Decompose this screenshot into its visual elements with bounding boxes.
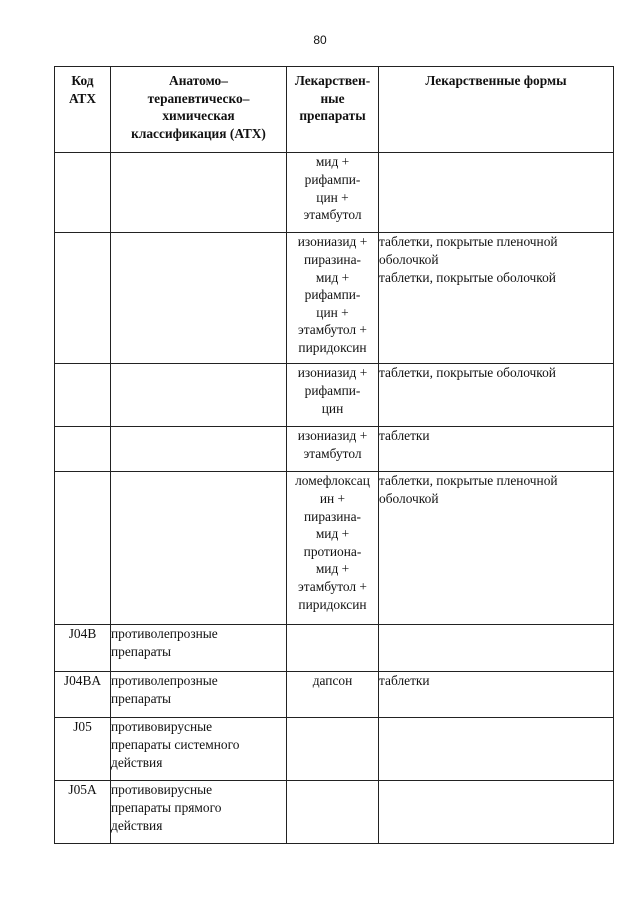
cell-code	[55, 625, 111, 672]
atc-table	[54, 66, 614, 844]
cell-classification-line: препараты	[111, 643, 172, 659]
cell-drug-line: этамбутол +	[298, 322, 367, 338]
table-header-row	[55, 67, 614, 153]
cell-classification-line: противолепрозные	[111, 626, 218, 642]
cell-forms	[379, 427, 614, 472]
cell-code	[55, 153, 111, 233]
cell-drug	[287, 781, 379, 844]
cell-drug	[287, 672, 379, 718]
cell-drug-line: цин	[321, 400, 344, 416]
cell-drug-line: пиразина-	[304, 508, 361, 524]
table-row	[55, 718, 614, 781]
cell-classification-line: действия	[111, 817, 163, 833]
cell-drug-line: изониазид +	[297, 234, 368, 250]
cell-drug-line: рифампи-	[304, 171, 361, 187]
cell-forms-line: оболочкой	[379, 251, 439, 267]
table-row	[55, 781, 614, 844]
cell-classification-line: препараты системного	[111, 736, 240, 752]
cell-drug	[287, 625, 379, 672]
cell-forms	[379, 472, 614, 625]
cell-code-line: J05	[73, 719, 92, 735]
cell-drug	[287, 427, 379, 472]
cell-drug-line: пиридоксин	[298, 596, 367, 612]
cell-forms-line: оболочкой	[379, 490, 439, 506]
header-forms: Лекарственные формы	[379, 67, 614, 153]
cell-code	[55, 672, 111, 718]
cell-forms	[379, 153, 614, 233]
cell-code-line: J04B	[68, 626, 97, 642]
cell-classification-line: препараты	[111, 690, 172, 706]
cell-classification	[111, 781, 287, 844]
cell-drug-line: рифампи-	[304, 382, 361, 398]
table-body	[55, 153, 614, 844]
table-row	[55, 427, 614, 472]
cell-drug-line: мид +	[315, 269, 350, 285]
cell-drug-line: пиридоксин	[298, 339, 367, 355]
cell-drug-line: дапсон	[312, 673, 353, 689]
cell-forms	[379, 364, 614, 427]
cell-drug-line: этамбутол	[303, 207, 362, 223]
cell-forms-line: таблетки, покрытые пленочной	[379, 234, 558, 250]
cell-forms	[379, 233, 614, 364]
cell-drug-line: рифампи-	[304, 287, 361, 303]
header-classification: Анатомо– терапевтическо– химическая классификация (АТХ)	[111, 67, 287, 153]
cell-drug-line: ломефлоксац	[295, 473, 370, 489]
cell-forms-line: таблетки	[379, 673, 430, 689]
cell-classification-line: противовирусные	[111, 782, 213, 798]
cell-drug-line: цин +	[316, 304, 349, 320]
header-code: Код АТХ	[55, 67, 111, 153]
cell-drug-line: цин +	[316, 189, 349, 205]
cell-forms-line: таблетки, покрытые оболочкой	[379, 269, 556, 285]
cell-classification	[111, 153, 287, 233]
cell-drug-line: этамбутол +	[298, 578, 367, 594]
table-row	[55, 625, 614, 672]
cell-drug-line: изониазид +	[297, 428, 368, 444]
cell-drug-line: изониазид +	[297, 365, 368, 381]
table-row	[55, 672, 614, 718]
table-row	[55, 233, 614, 364]
cell-drug	[287, 233, 379, 364]
cell-drug-line: этамбутол	[303, 445, 362, 461]
page-number: 80	[313, 33, 327, 47]
cell-drug-line: мид +	[315, 154, 350, 170]
cell-drug-line: пиразина-	[304, 251, 361, 267]
header-drugs: Лекарствен- ные препараты	[287, 67, 379, 153]
cell-forms-line: таблетки	[379, 428, 430, 444]
cell-forms	[379, 625, 614, 672]
cell-classification	[111, 672, 287, 718]
cell-drug	[287, 153, 379, 233]
cell-code	[55, 364, 111, 427]
cell-classification	[111, 718, 287, 781]
cell-forms-line: таблетки, покрытые пленочной	[379, 473, 558, 489]
cell-drug-line: мид +	[315, 526, 350, 542]
cell-drug-line: протиона-	[303, 543, 362, 559]
cell-classification-line: противолепрозные	[111, 673, 218, 689]
cell-forms	[379, 718, 614, 781]
cell-forms	[379, 781, 614, 844]
cell-classification-line: препараты прямого	[111, 799, 222, 815]
cell-classification-line: действия	[111, 754, 163, 770]
cell-classification-line: противовирусные	[111, 719, 213, 735]
cell-classification	[111, 472, 287, 625]
cell-classification	[111, 427, 287, 472]
cell-classification	[111, 233, 287, 364]
cell-drug	[287, 364, 379, 427]
cell-drug-line: ин +	[319, 490, 346, 506]
cell-code	[55, 233, 111, 364]
cell-drug	[287, 472, 379, 625]
cell-classification	[111, 625, 287, 672]
cell-code	[55, 781, 111, 844]
cell-forms-line: таблетки, покрытые оболочкой	[379, 365, 556, 381]
table-row	[55, 364, 614, 427]
cell-drug-line: мид +	[315, 561, 350, 577]
cell-code-line: J05A	[68, 782, 97, 798]
cell-code	[55, 472, 111, 625]
cell-code	[55, 427, 111, 472]
cell-drug	[287, 718, 379, 781]
cell-code-line: J04BA	[63, 673, 102, 689]
cell-classification	[111, 364, 287, 427]
cell-code	[55, 718, 111, 781]
table-row	[55, 153, 614, 233]
cell-forms	[379, 672, 614, 718]
table-row	[55, 472, 614, 625]
